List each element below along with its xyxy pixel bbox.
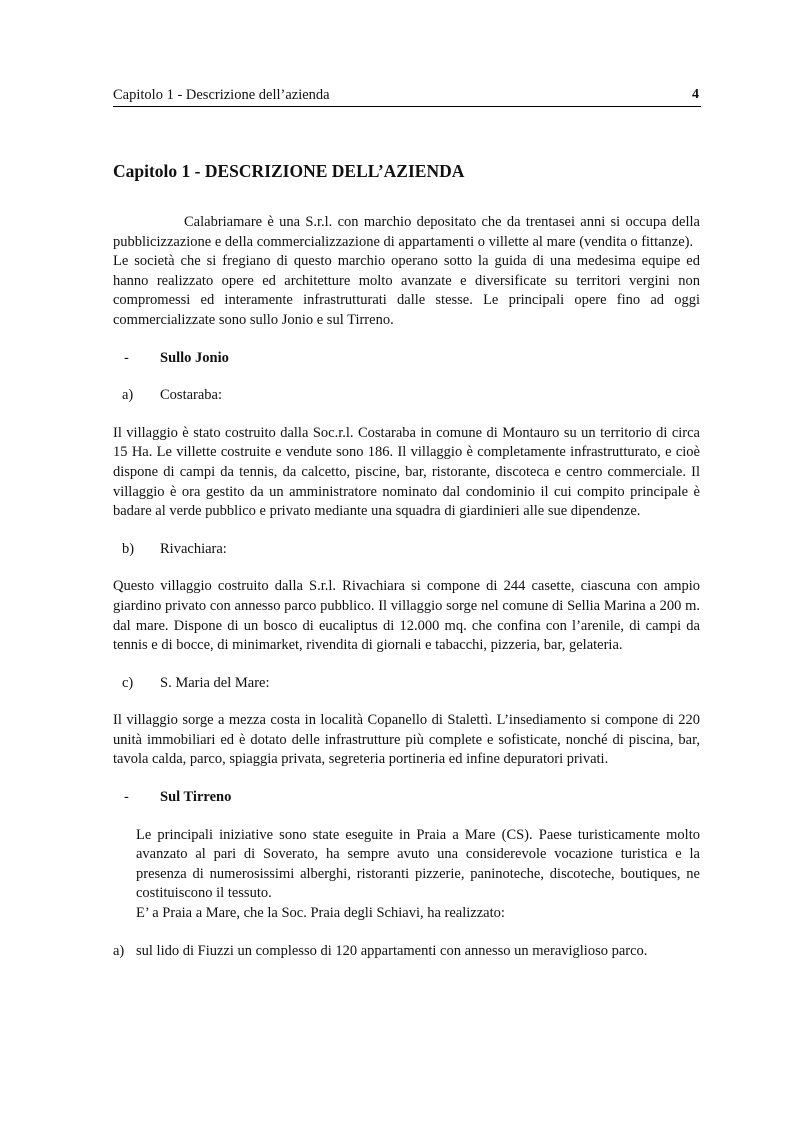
costaraba-paragraph: Il villaggio è stato costruito dalla Soc.r.l. Costaraba in comune di Montauro su un territorio di circa 15 Ha. Le villette costruite e vendute sono 186. Il villaggio è completamente infrastrutturato, e cioè dispone di campi da tennis, da calcetto, piscine, bar, ristorante, discoteca e centro commerciale. Il villaggio è ora gestito da un amministratore nominato dal condominio il cui compito principale è badare al verde pubblico e privato mediante una squadra di giardinieri alle sue dipendenze. [113, 424, 700, 520]
section-heading-label: Sul Tirreno [160, 789, 232, 806]
tirreno-paragraph-2: E’ a Praia a Mare, che la Soc. Praia degli Schiavi, ha realizzato: [136, 905, 505, 922]
header-title: Capitolo 1 - Descrizione dell’azienda [113, 87, 330, 103]
list-marker: a) [122, 387, 134, 404]
page-number: 4 [692, 87, 699, 102]
chapter-title: Capitolo 1 - DESCRIZIONE DELL’AZIENDA [113, 161, 465, 181]
subheading-costaraba [113, 386, 700, 406]
subheading-rivachiara [113, 540, 700, 560]
subheading-label: Rivachiara: [160, 540, 227, 557]
subheading-santa-maria [113, 674, 700, 694]
subheading-label: S. Maria del Mare: [160, 674, 270, 691]
section-heading-label: Sullo Jonio [160, 349, 229, 366]
tirreno-paragraph-1: Le principali iniziative sono state eseguite in Praia a Mare (CS). Paese turisticamente molto avanzato al pari di Soverato, ha sempre avuto una considerevole vocazione turistica e la presenza di numerosissimi alberghi, ristoranti pizzerie, paninoteche, discoteche, boutiques, ne costituiscono il tessuto. [136, 826, 700, 902]
bullet-dash: - [124, 349, 129, 366]
santa-maria-paragraph: Il villaggio sorge a mezza costa in località Copanello di Stalettì. L’insediamento si compone di 220 unità immobiliari ed è dotato delle infrastrutture più complete e sofisticate, nonché di piscina, bar, tavola calda, parco, spiaggia privata, segreteria portineria ed infine depuratori privati. [113, 712, 700, 768]
list-item-text: sul lido di Fiuzzi un complesso di 120 appartamenti con annesso un meraviglioso parco. [136, 942, 648, 959]
list-marker: b) [122, 540, 135, 557]
list-item [113, 942, 700, 962]
list-marker: c) [122, 674, 134, 691]
running-header [113, 86, 701, 107]
rivachiara-paragraph: Questo villaggio costruito dalla S.r.l. Rivachiara si compone di 244 casette, ciascuna con ampio giardino privato con annesso parco pubblico. Il villaggio sorge nel comune di Sellia Marina a 200 m. dal mare. Dispone di un bosco di eucaliptus di 12.000 mq. che confina con l’arenile, di campi da tennis e di bocce, di minimarket, rivendita di giornali e tabacchi, pizzeria, bar, gelateria. [113, 578, 700, 654]
subheading-label: Costaraba: [160, 387, 223, 404]
list-marker: a) [113, 942, 125, 959]
intro-paragraph-1: Calabriamare è una S.r.l. con marchio depositato che da trentasei anni si occupa della pubblicizzazione e della commercializzazione di appartamenti o villette al mare (vendita o fittanze). [113, 214, 700, 250]
bullet-dash: - [124, 789, 129, 806]
intro-paragraph-2: Le società che si fregiano di questo marchio operano sotto la guida di una medesima equipe ed hanno realizzato opere ed architetture molto avanzate e diversificate su territori vergini non compromessi ed interamente infrastrutturati dalle stesse. Le principali opere fino ad oggi commercializzate sono sullo Jonio e sul Tirreno. [113, 253, 700, 328]
section-heading-jonio [113, 349, 700, 369]
section-heading-tirreno [113, 788, 700, 808]
page-body [113, 213, 700, 961]
